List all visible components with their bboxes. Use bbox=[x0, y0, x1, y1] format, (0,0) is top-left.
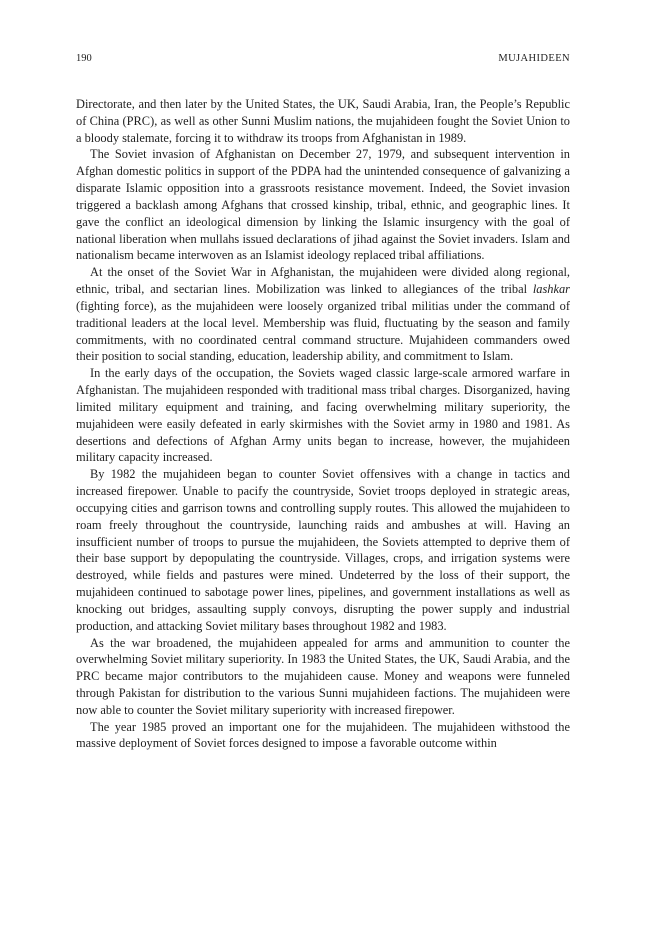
page-header bbox=[76, 52, 570, 66]
paragraph-text: At the onset of the Soviet War in Afghanistan, the mujahideen were divided along regional, ethnic, tribal, and sectarian lines. Mobilization was linked to allegiances of the tribal bbox=[76, 265, 570, 297]
body-text bbox=[76, 96, 570, 752]
paragraph: The Soviet invasion of Afghanistan on December 27, 1979, and subsequent intervention in Afghan domestic politics in support of the PDPA had the unintended consequence of galvanizing a disparate Islamic opposition into a grassroots resistance movement. Indeed, the Soviet invasion triggered a backlash among Afghans that crossed kinship, tribal, ethnic, and geographic lines. It gave the conflict an ideological dimension by linking the Islamic insurgency with the goal of national liberation when mullahs issued declarations of jihad against the Soviet invaders. Islam and nationalism became interwoven as an Islamist ideology replaced tribal affiliations. bbox=[76, 147, 570, 263]
running-head: MUJAHIDEEN bbox=[498, 53, 570, 64]
paragraph-text: (fighting force), as the mujahideen were loosely organized tribal militias under the command of traditional leaders at the local level. Membership was fluid, fluctuating by the season and family commitments, with no coordinated central command structure. Mujahideen commanders owed their position to social standing, education, leadership ability, and commitment to Islam. bbox=[76, 298, 570, 364]
page-number: 190 bbox=[76, 53, 92, 64]
paragraph: In the early days of the occupation, the Soviets waged classic large-scale armored warfare in Afghanistan. The mujahideen responded with traditional mass tribal charges. Disorganized, having limited military equipment and training, and facing overwhelming military superiority, the mujahideen were easily defeated in early skirmishes with the Soviet army in 1980 and 1981. As desertions and defections of Afghan Army units began to increase, however, the mujahideen military capacity increased. bbox=[76, 366, 570, 465]
paragraph bbox=[76, 264, 570, 365]
paragraph: By 1982 the mujahideen began to counter Soviet offensives with a change in tactics and increased firepower. Unable to pacify the countryside, Soviet troops deployed in strategic areas, occupying cities and garrison towns and controlling supply routes. This allowed the mujahideen to roam freely throughout the countryside, launching raids and ambushes at will. Having an insufficient number of troops to pursue the mujahideen, the Soviets attempted to deprive them of their base support by depopulating the countryside. Villages, crops, and irrigation systems were destroyed, while fields and pastures were mined. Undeterred by the loss of their support, the mujahideen continued to sabotage power lines, pipelines, and government installations as well as knocking out bridges, assaulting supply convoys, disrupting the power supply and industrial production, and attacking Soviet military bases throughout 1982 and 1983. bbox=[76, 467, 570, 633]
paragraph: The year 1985 proved an important one for the mujahideen. The mujahideen withstood the massive deployment of Soviet forces designed to impose a favorable outcome within bbox=[76, 719, 570, 751]
paragraph: As the war broadened, the mujahideen appealed for arms and ammunition to counter the overwhelming Soviet military superiority. In 1983 the United States, the UK, Saudi Arabia, and the PRC became major contributors to the mujahideen cause. Money and weapons were funneled through Pakistan for distribution to the various Sunni mujahideen factions. The mujahideen were now able to counter the Soviet military superiority with increased firepower. bbox=[76, 635, 570, 717]
italic-term: lashkar bbox=[532, 282, 570, 297]
paragraph: Directorate, and then later by the United States, the UK, Saudi Arabia, Iran, the People’s Republic of China (PRC), as well as other Sunni Muslim nations, the mujahideen fought the Soviet Union to a bloody stalemate, forcing it to withdraw its troops from Afghanistan in 1989. bbox=[76, 97, 570, 145]
